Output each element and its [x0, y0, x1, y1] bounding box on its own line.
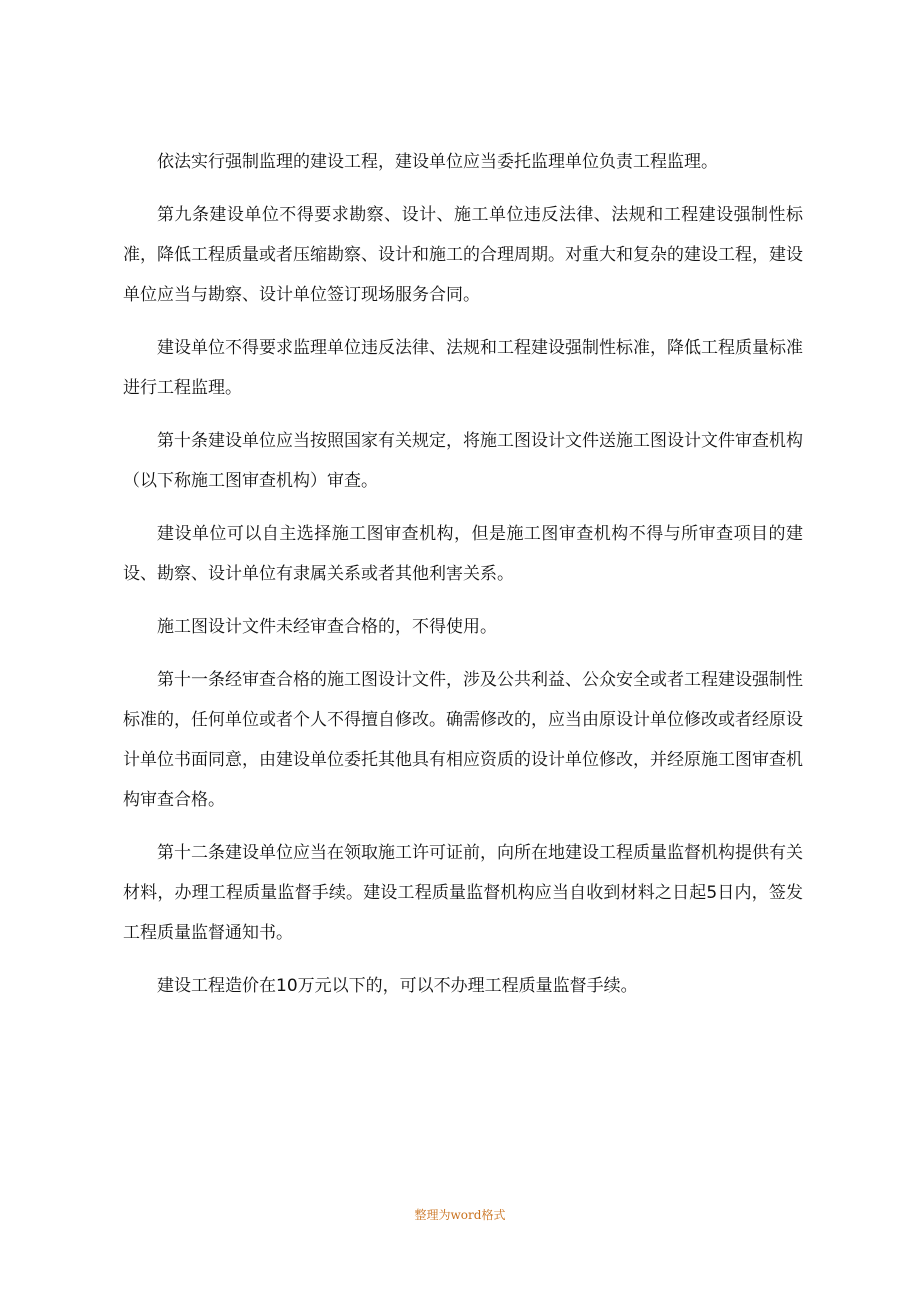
paragraph: 依法实行强制监理的建设工程，建设单位应当委托监理单位负责工程监理。 [157, 152, 718, 172]
document-body [123, 142, 803, 1019]
paragraph: 建设单位可以自主选择施工图审查机构，但是施工图审查机构不得与所审查项目的建设、勘察、设计单位有隶属关系或者其他利害关系。 [123, 524, 803, 584]
paragraph: 第九条建设单位不得要求勘察、设计、施工单位违反法律、法规和工程建设强制性标准，降低工程质量或者压缩勘察、设计和施工的合理周期。对重大和复杂的建设工程，建设单位应当与勘察、设计单位签订现场服务合同。 [123, 205, 803, 305]
paragraph: 第十二条建设单位应当在领取施工许可证前，向所在地建设工程质量监督机构提供有关材料，办理工程质量监督手续。建设工程质量监督机构应当自收到材料之日起5日内，签发工程质量监督通知书。 [123, 843, 803, 943]
page-footer: 整理为word格式 [414, 1208, 506, 1222]
paragraph: 第十条建设单位应当按照国家有关规定，将施工图设计文件送施工图设计文件审查机构（以下称施工图审查机构）审查。 [123, 431, 803, 491]
paragraph: 施工图设计文件未经审查合格的，不得使用。 [157, 617, 497, 637]
paragraph: 第十一条经审查合格的施工图设计文件，涉及公共利益、公众安全或者工程建设强制性标准的，任何单位或者个人不得擅自修改。确需修改的，应当由原设计单位修改或者经原设计单位书面同意，由建设单位委托其他具有相应资质的设计单位修改，并经原施工图审查机构审查合格。 [123, 670, 803, 810]
paragraph: 建设工程造价在10万元以下的，可以不办理工程质量监督手续。 [157, 976, 638, 996]
paragraph: 建设单位不得要求监理单位违反法律、法规和工程建设强制性标准，降低工程质量标准进行工程监理。 [123, 338, 803, 398]
